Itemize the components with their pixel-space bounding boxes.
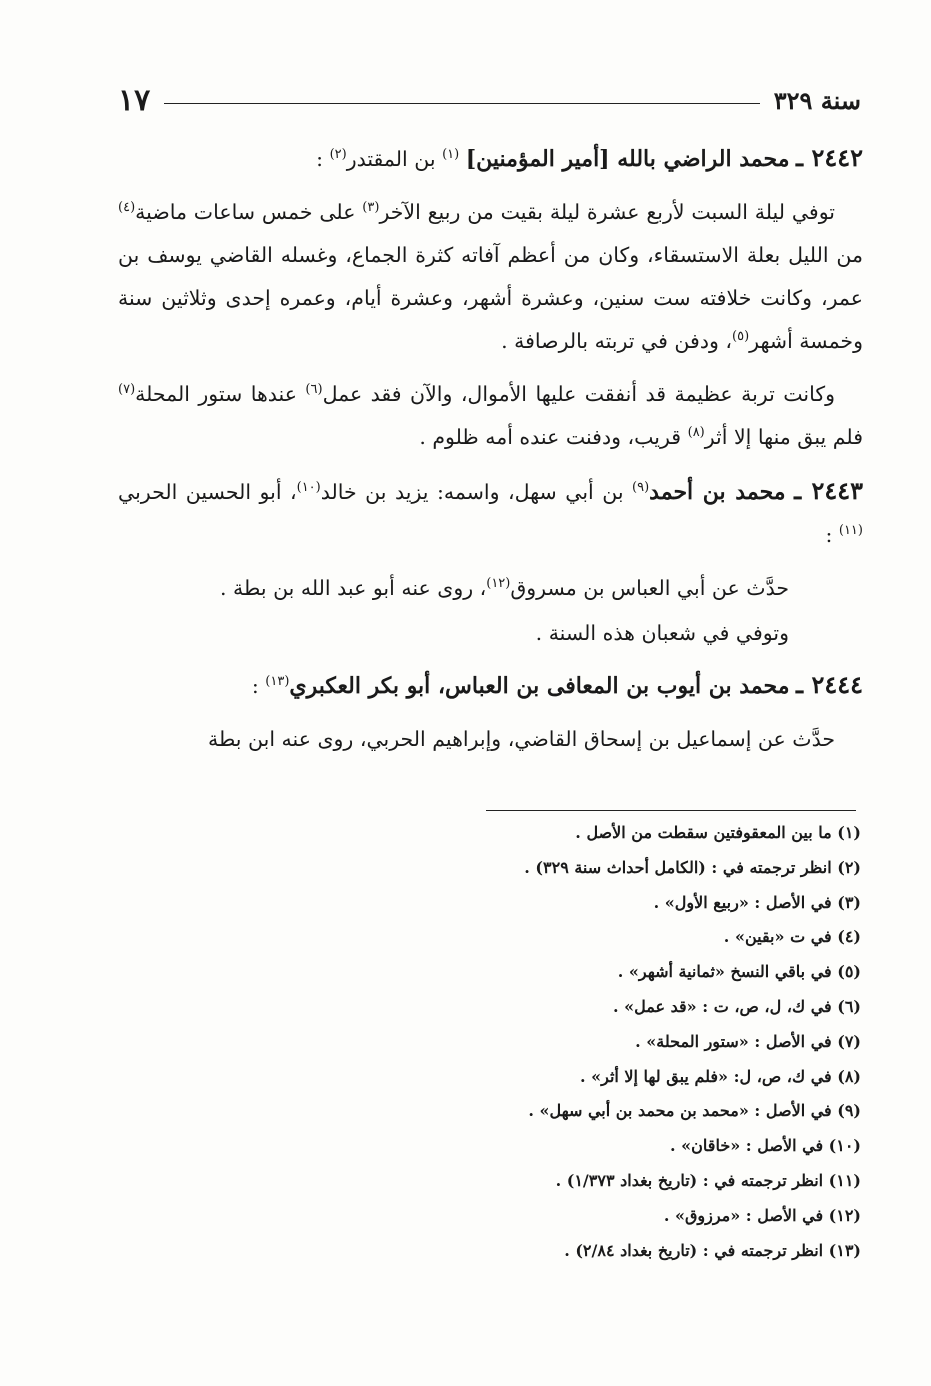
text-run: على خمس ساعات ماضية [135,200,363,224]
text-run: حدَّث عن أبي العباس بن مسروق [510,576,789,600]
entry-name-rest: بن المقتدر [346,147,443,171]
entry-heading-2442 [118,136,863,181]
text-run: وتوفي في شعبان هذه السنة . [535,621,789,645]
footnote: (٦) في ك، ل، ص، ت : «قد عمل» . [612,996,861,1016]
header-rule [164,103,760,104]
footnote: (٧) في الأصل : «ستور المحلة» . [635,1031,861,1051]
text-run: حدَّث عن إسماعيل بن إسحاق القاضي، وإبراهيم الحربي، روى عنه ابن بطة [207,727,835,751]
footnote-ref: (١٣) [265,674,290,690]
entry-colon: : [316,147,330,171]
footnote: (٨) في ك، ص، ل: «فلم يبق لها إلا أثر» . [579,1066,861,1086]
text-run: وكانت تربة عظيمة قد أنفقت عليها الأموال، والآن فقد عمل [322,382,835,406]
footnote: (٩) في الأصل : «محمد بن محمد بن أبي سهل» . [528,1101,861,1121]
running-header [118,80,861,120]
footnote: (١) ما بين المعقوفتين سقطت من الأصل . [575,823,861,842]
footnote-ref: (٤) [118,200,136,216]
footnote: (١٢) في الأصل : «مرزوق» . [663,1205,861,1225]
entry-name: محمد بن أيوب بن المعافى بن العباس، أبو بكر العكبري [289,673,790,699]
footnote-ref: (١٠) [296,480,321,496]
footnote: (١٣) انظر ترجمته في : (تاريخ بغداد ٢/٨٤) . [564,1240,861,1260]
footnote-ref: (١) [442,147,460,163]
footnote-ref: (١٢) [486,576,511,592]
entry-name-rest: بن أبي سهل، واسمه: يزيد بن خالد [320,480,633,504]
entry-heading-2443 [118,469,863,557]
footnote-ref: (٨) [687,425,705,441]
text-run: عندها ستور المحلة [135,382,306,406]
paragraph [118,567,789,610]
footnote-ref: (٩) [632,480,650,496]
footnote: (٥) في باقي النسخ «ثمانية أشهر» . [617,962,861,982]
entry-colon: : [251,674,266,698]
entry-colon: : [825,523,839,547]
text-run: توفي ليلة السبت لأربع عشرة ليلة بقيت من ربيع الآخر [379,200,836,224]
entry-name-rest: ، أبو الحسين الحربي [118,480,297,504]
footnote: (٢) انظر ترجمته في : (الكامل أحداث سنة ٣٢٩) . [524,857,861,877]
main-text [118,128,863,771]
footnote-ref: (١١) [838,523,863,539]
entry-number: ٢٤٤٣ ـ [794,476,863,505]
footnote-ref: (٦) [305,382,323,398]
footnote-separator [486,810,856,811]
footnotes-list [121,816,861,1268]
footnote-ref: (٢) [329,147,347,163]
paragraph [118,612,789,655]
text-run: من الليل بعلة الاستسقاء، وكان من أعظم آفاته كثرة الجماع، وغسله القاضي يوسف بن عمر، وكانت خلافته ست سنين، وعشرة أشهر، وعشرة أيام، وعمره إحدى وثلاثين سنة وخمسة أشهر [118,243,863,353]
text-run: قريب، ودفنت عنده أمه ظلوم . [419,425,688,449]
paragraph [118,191,863,363]
paragraph [118,373,863,459]
footnote-ref: (٣) [362,200,380,216]
footnote: (٣) في الأصل : «ربيع الأول» . [653,892,861,912]
paragraph [118,718,863,761]
header-year: سنة ٣٢٩ [773,85,861,115]
entry-heading-2444 [118,663,863,708]
entry-name: محمد بن أحمد [649,479,786,505]
entry-number: ٢٤٤٤ ـ [796,670,863,699]
text-run: ، ودفن في تربته بالرصافة . [501,329,732,353]
footnote: (١١) انظر ترجمته في : (تاريخ بغداد ١/٣٧٣) . [555,1170,861,1190]
text-run: ، روى عنه أبو عبد الله بن بطة . [220,576,487,600]
text-run: فلم يبق منها إلا أثر [704,425,863,449]
footnote: (٤) في ت «بقين» . [723,927,861,947]
entry-name: محمد الراضي بالله [أمير المؤمنين] [465,146,790,172]
footnote-ref: (٥) [732,329,750,345]
page-number: ١٧ [118,82,151,118]
footnote: (١٠) في الأصل : «خاقان» . [670,1136,861,1156]
footnote-ref: (٧) [118,382,136,398]
entry-number: ٢٤٤٢ ـ [796,143,863,172]
